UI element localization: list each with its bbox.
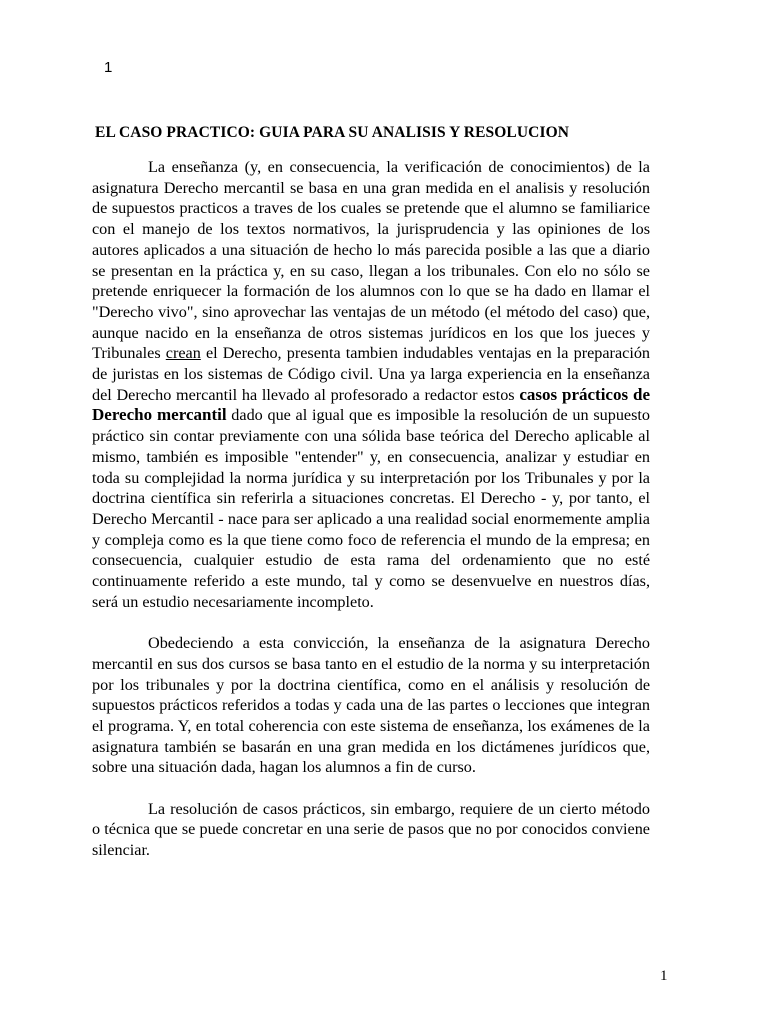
footer-page-number: 1 — [660, 968, 668, 984]
document-title: EL CASO PRACTICO: GUIA PARA SU ANALISIS Y RESOLUCION — [95, 124, 570, 141]
bold-phrase: casos prácticos de Derecho mercantil — [92, 384, 651, 425]
paragraph-3: La resolución de casos prácticos, sin embargo, requiere de un cierto método o técnica que se puede concretar en una serie de pasos que no por conocidos conviene silenciar. — [92, 799, 650, 860]
paragraph-1-text-b: el Derecho, presenta tambien indudables ventajas en la preparación de juristas en los sistemas de Código civil. Una ya larga experiencia en la enseñanza del Derecho mercantil ha llevado al profesorado a redactor estos — [92, 344, 651, 404]
document-body — [92, 157, 650, 861]
underlined-word: crean — [165, 344, 201, 363]
paragraph-1-text-c: dado que al igual que es imposible la resolución de un supuesto práctico sin contar previamente con una sólida base teórica del Derecho aplicable al mismo, también es imposible "entender" y, en consecuencia, analizar y estudiar en toda su complejidad la norma jurídica y su interpretación por los Tribunales y por la doctrina científica sin referirla a situaciones concretas. El Derecho - y, por tanto, el Derecho Mercantil - nace para ser aplicado a una realidad social enormemente amplia y compleja como es la que tiene como foco de referencia el mundo de la empresa; en consecuencia, cualquier estudio de esta rama del ordenamiento que no esté continuamente referido a este mundo, tal y como se desenvuelve en nuestros días, será un estudio necesariamente incompleto. — [92, 406, 650, 611]
header-page-number: 1 — [104, 59, 113, 76]
paragraph-2: Obedeciendo a esta convicción, la enseñanza de la asignatura Derecho mercantil en sus dos cursos se basa tanto en el estudio de la norma y su interpretación por los tribunales y por la doctrina científica, como en el análisis y resolución de supuestos prácticos referidos a todas y cada una de las partes o lecciones que integran el programa. Y, en total coherencia con este sistema de enseñanza, los exámenes de la asignatura también se basarán en una gran medida en los dictámenes jurídicos que, sobre una situación dada, hagan los alumnos a fin de curso. — [92, 634, 650, 777]
paragraph-1-text-a: La enseñanza (y, en consecuencia, la verificación de conocimientos) de la asignatura Derecho mercantil se basa en una gran medida en el analisis y resolución de supuestos practicos a traves de los cuales se pretende que el alumno se familiarice con el manejo de los textos normativos, la jurisprudencia y las opiniones de los autores aplicados a una situación de hecho lo más parecida posible a las que a diario se presentan en la práctica y, en su caso, llegan a los tribunales. Con elo no sólo se pretende enriquecer la formación de los alumnos con lo que se ha dado en llamar el "Derecho vivo", sino aprovechar las ventajas de un método (el método del caso) que, aunque nacido en la enseñanza de otros sistemas jurídicos en los que los jueces y Tribunales — [92, 158, 650, 363]
paragraph-1 — [92, 157, 650, 612]
